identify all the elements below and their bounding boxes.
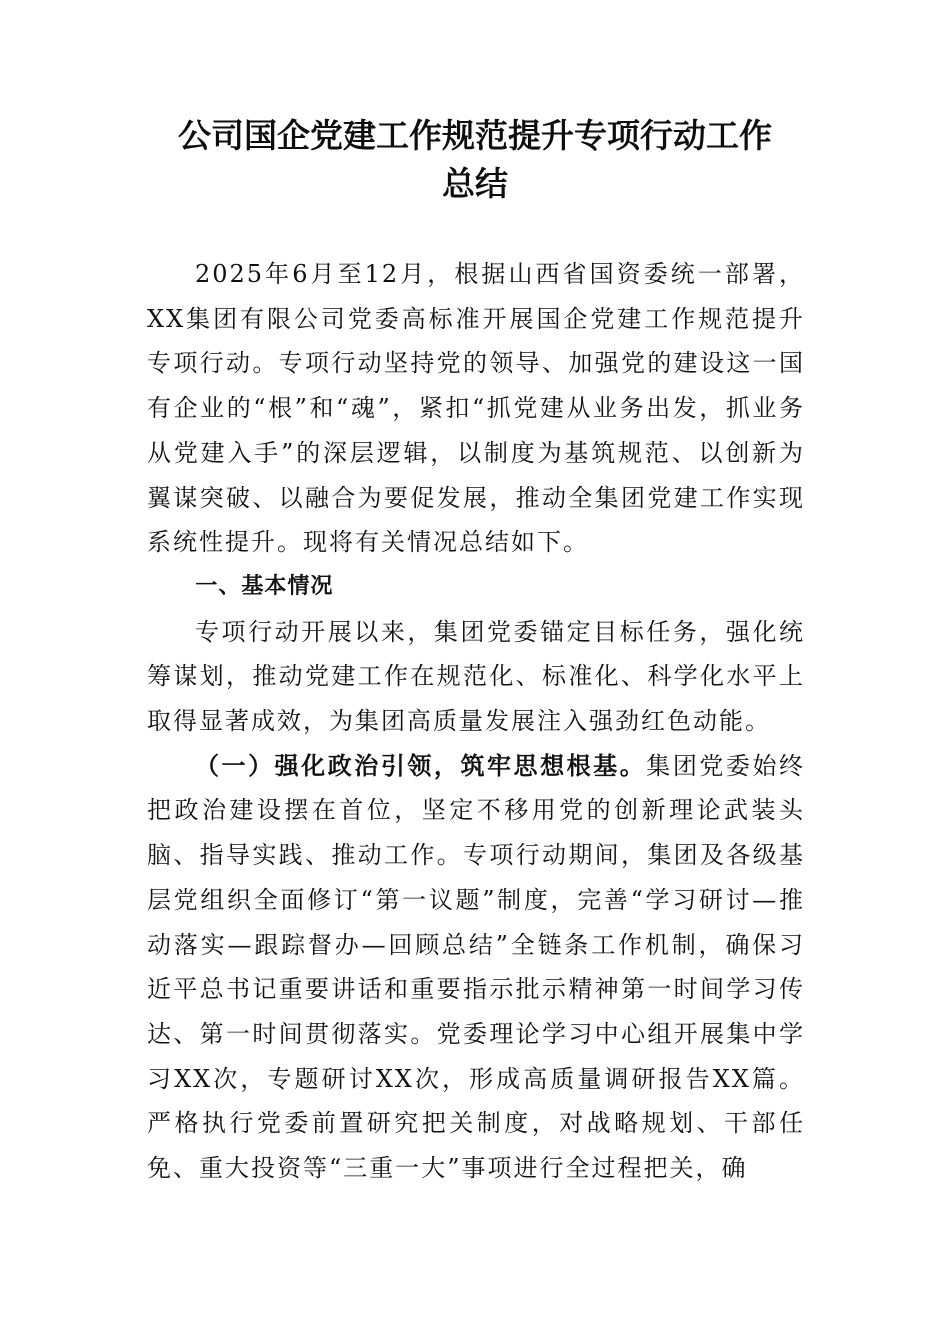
intro-paragraph: 2025年6月至12月，根据山西省国资委统一部署，XX集团有限公司党委高标准开展国企党建工作规范提升专项行动。专项行动坚持党的领导、加强党的建设这一国有企业的“根”和“魂”，紧扣“抓党建从业务出发，抓业务从党建入手”的深层逻辑，以制度为基筑规范、以创新为翼谋突破、以融合为要促发展，推动全集团党建工作实现系统性提升。现将有关情况总结如下。 bbox=[147, 260, 805, 557]
subsection-political-leadership-text: 集团党委始终把政治建设摆在首位，坚定不移用党的创新理论武装头脑、指导实践、推动工作。专项行动期间，集团及各级基层党组织全面修订“第一议题”制度，完善“学习研讨—推动落实—跟踪督办—回顾总结”全链条工作机制，确保习近平总书记重要讲话和重要指示批示精神第一时间学习传达、第一时间贯彻落实。党委理论学习中心组开展集中学习XX次，专题研讨XX次，形成高质量调研报告XX篇。严格执行党委前置研究把关制度，对战略规划、干部任免、重大投资等“三重一大”事项进行全过程把关，确 bbox=[147, 751, 806, 1183]
title-line-1: 公司国企党建工作规范提升专项行动工作 bbox=[178, 116, 772, 155]
section-basic-situation-paragraph: 专项行动开展以来，集团党委锚定目标任务，强化统筹谋划，推动党建工作在规范化、标准化、科学化水平上取得显著成效，为集团高质量发展注入强劲红色动能。 bbox=[147, 617, 805, 736]
subsection-political-leadership-paragraph bbox=[147, 744, 805, 1191]
subsection-political-leadership-heading: （一）强化政治引领，筑牢思想根基。 bbox=[195, 750, 647, 780]
section-heading-basic-situation: 一、基本情况 bbox=[195, 573, 334, 599]
title-line-2: 总结 bbox=[442, 164, 508, 203]
document-body bbox=[147, 252, 805, 1191]
document-title bbox=[140, 112, 810, 208]
